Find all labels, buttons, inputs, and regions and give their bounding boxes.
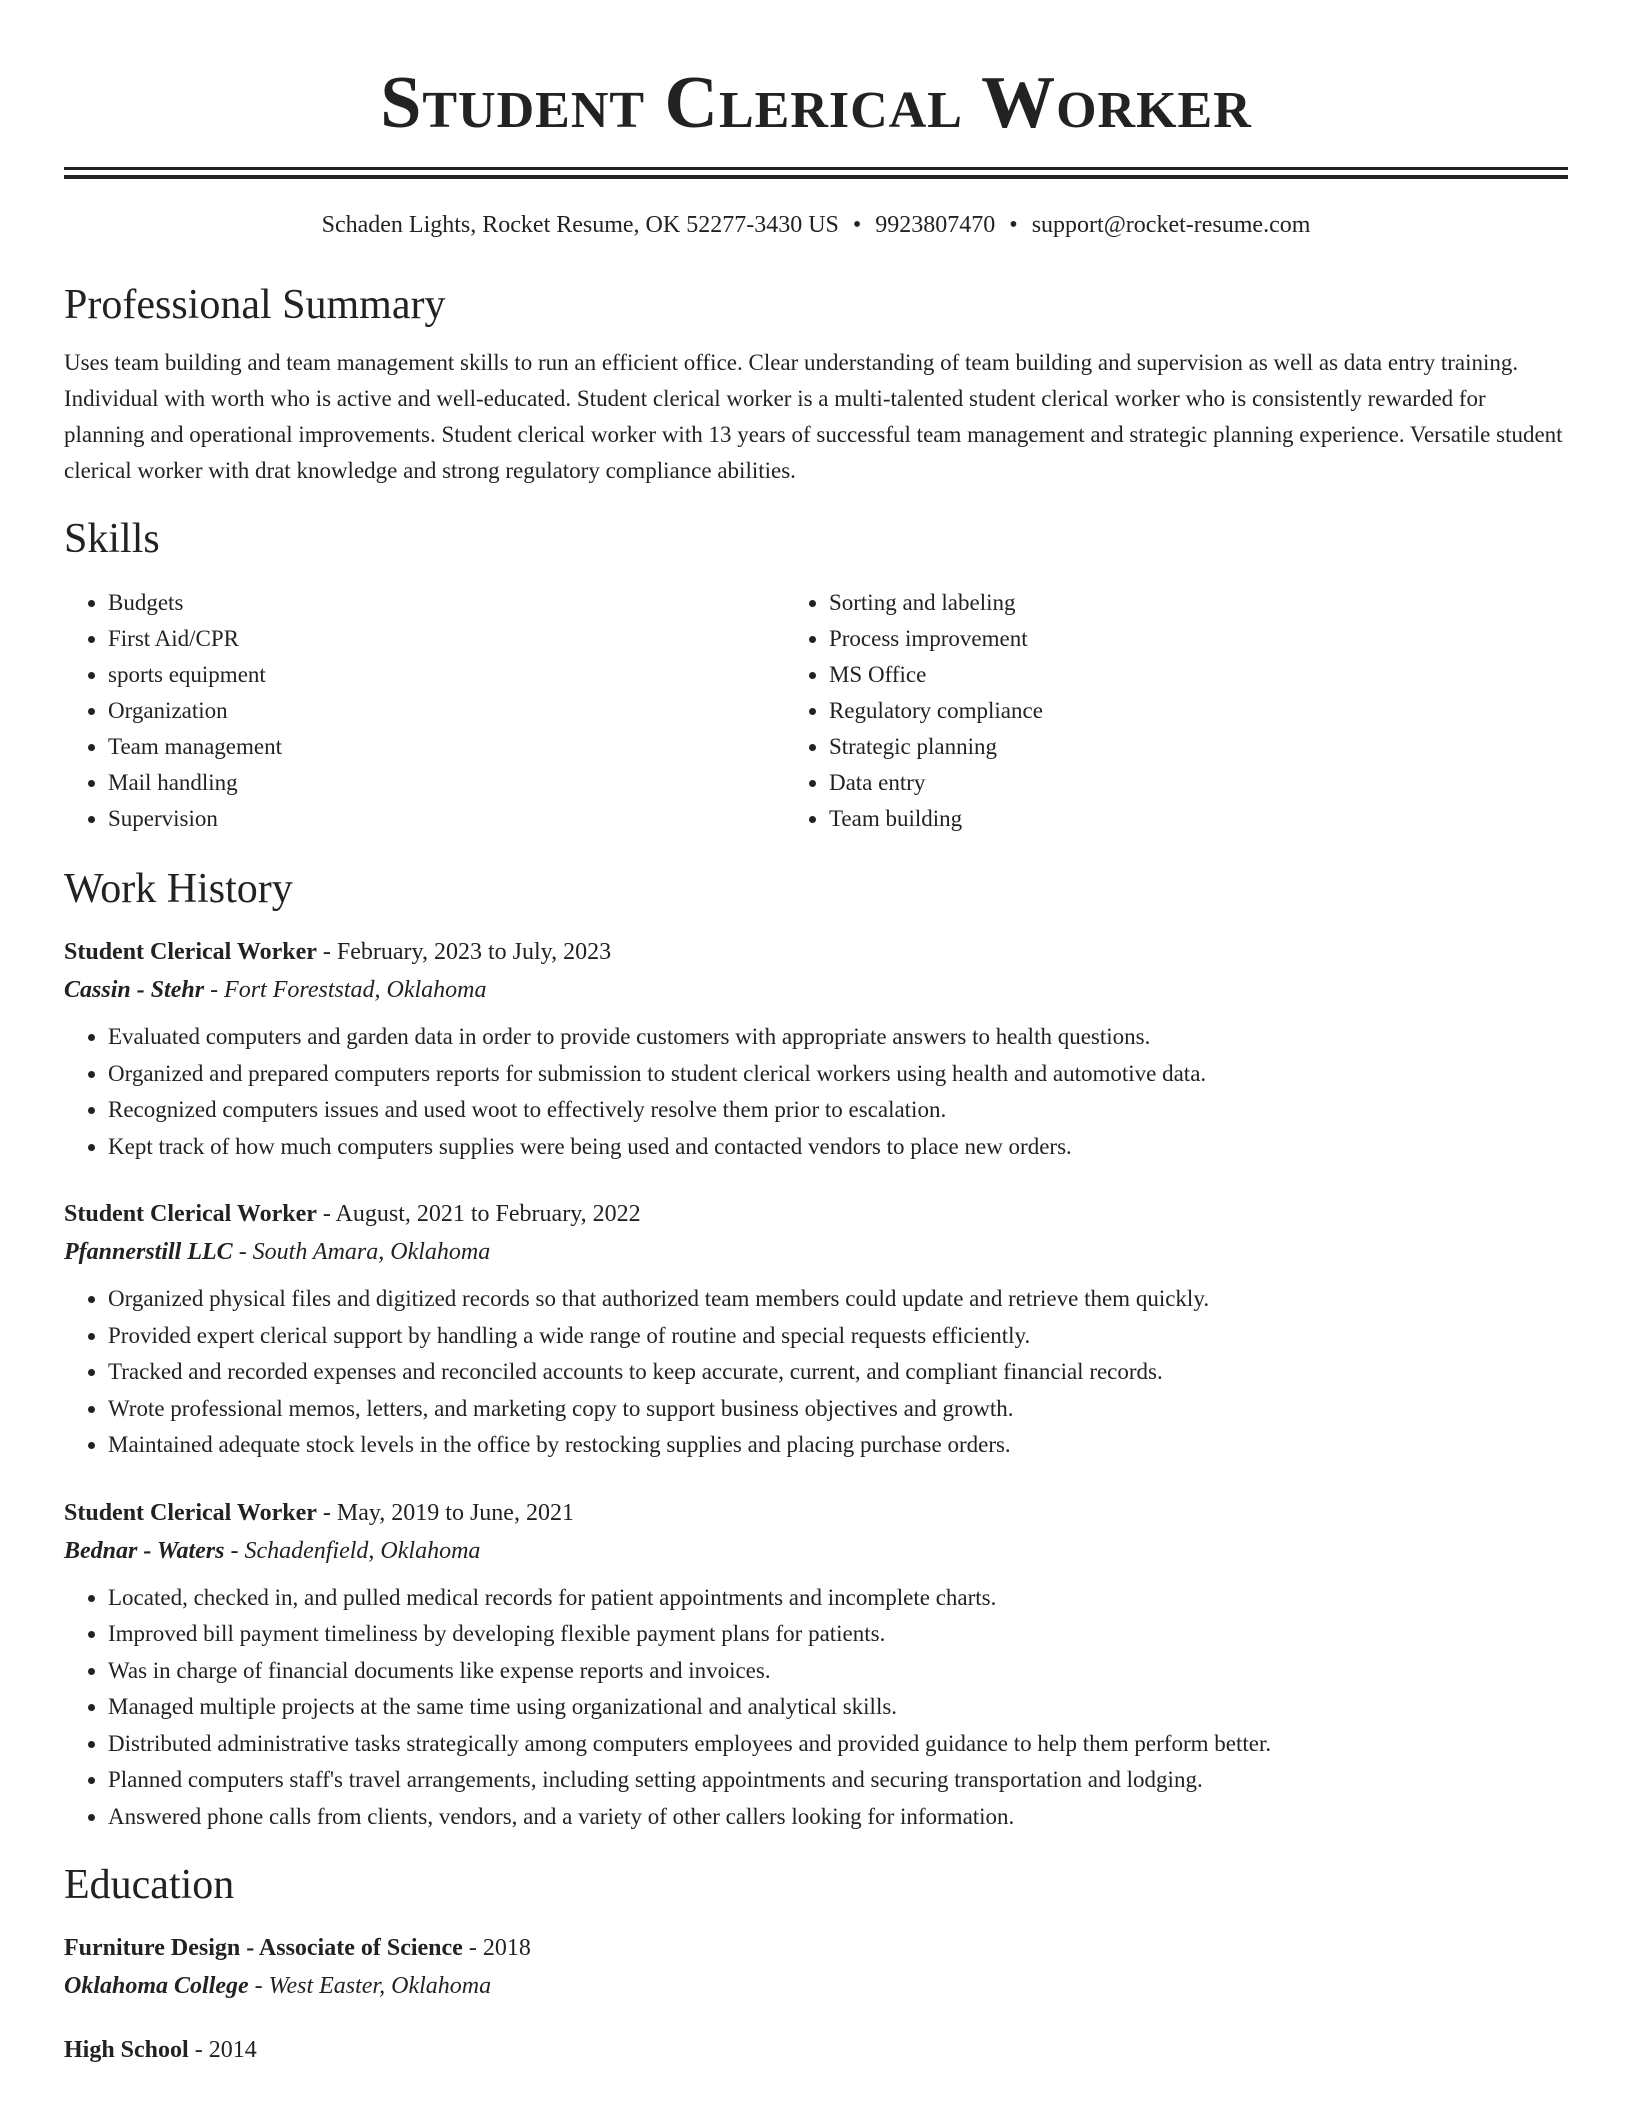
job-bullet: • Planned computers staff's travel arrangements, including setting appointments and securing transportation and lodging. [108, 1762, 1568, 1799]
skill-item: • Process improvement [829, 621, 1568, 657]
education-degree: High School [64, 2037, 189, 2063]
job-bullet: • Managed multiple projects at the same time using organizational and analytical skills. [108, 1689, 1568, 1726]
job-title: Student Clerical Worker [64, 939, 317, 965]
contact-email: support@rocket-resume.com [1031, 212, 1311, 238]
job-dates: - May, 2019 to June, 2021 [316, 1499, 574, 1526]
skill-item: • Regulatory compliance [829, 693, 1568, 729]
skill-item: • sports equipment [108, 657, 785, 693]
skills-list [64, 585, 1568, 837]
skills-column-left [64, 585, 785, 837]
skill-item: • Mail handling [108, 765, 785, 801]
skill-item: • Team management [108, 729, 785, 765]
skill-item: • Team building [829, 801, 1568, 837]
job-bullet: • Wrote professional memos, letters, and marketing copy to support business objectives and growth. [108, 1391, 1568, 1428]
job-bullet: • Recognized computers issues and used woot to effectively resolve them prior to escalation. [108, 1092, 1568, 1129]
job-company: Cassin - Stehr [64, 977, 205, 1003]
education-heading: Education [64, 1862, 235, 1908]
skill-item: • Data entry [829, 765, 1568, 801]
job-bullet: • Organized and prepared computers reports for submission to student clerical workers using health and automotive data. [108, 1056, 1568, 1093]
education-degree: Furniture Design - Associate of Science [64, 1935, 463, 1961]
title-divider-thick [64, 167, 1568, 170]
job-location: - Schadenfield, Oklahoma [224, 1537, 481, 1564]
job-company-line [64, 1233, 1568, 1271]
job-title: Student Clerical Worker [64, 1201, 317, 1227]
job-entry [64, 1195, 1568, 1464]
job-entry [64, 933, 1568, 1165]
summary-text: Uses team building and team management skills to run an efficient office. Clear understanding of team building and supervision as well as data entry training. Individual with worth who is active and well-educated. Student clerical worker is a multi-talented student clerical worker who is consistently rewarded for planning and operational improvements. Student clerical worker with 13 years of successful team management and strategic planning experience. Versatile student clerical worker with drat knowledge and strong regulatory compliance abilities. [64, 350, 1563, 483]
job-company-line [64, 971, 1568, 1009]
job-company-line [64, 1532, 1568, 1570]
contact-address: Schaden Lights, Rocket Resume, OK 52277-3430 US [321, 212, 839, 238]
skill-item: • First Aid/CPR [108, 621, 785, 657]
job-bullets [64, 1281, 1568, 1464]
education-degree-line [64, 1929, 1568, 1967]
job-company: Pfannerstill LLC [64, 1239, 233, 1265]
job-bullet: • Evaluated computers and garden data in order to provide customers with appropriate answers to health questions. [108, 1019, 1568, 1056]
job-title-line [64, 1195, 1568, 1233]
job-title-line [64, 1494, 1568, 1532]
skills-heading: Skills [64, 516, 160, 562]
page-title: Student Clerical Worker [380, 62, 1252, 144]
skill-item: • Organization [108, 693, 785, 729]
job-bullet: • Located, checked in, and pulled medical records for patient appointments and incomplete charts. [108, 1580, 1568, 1617]
job-bullet: • Improved bill payment timeliness by developing flexible payment plans for patients. [108, 1616, 1568, 1653]
job-bullet: • Provided expert clerical support by handling a wide range of routine and special requests efficiently. [108, 1318, 1568, 1355]
skills-column-right [785, 585, 1568, 837]
work-history-heading: Work History [64, 866, 293, 912]
contact-separator: • [1009, 212, 1018, 238]
job-title-line [64, 933, 1568, 971]
job-bullet: • Tracked and recorded expenses and reconciled accounts to keep accurate, current, and compliant financial records. [108, 1354, 1568, 1391]
skill-item: • Sorting and labeling [829, 585, 1568, 621]
job-bullet: • Organized physical files and digitized records so that authorized team members could update and retrieve them quickly. [108, 1281, 1568, 1318]
job-company: Bednar - Waters [64, 1537, 225, 1564]
education-location: - West Easter, Oklahoma [248, 1973, 492, 1999]
job-bullets [64, 1019, 1568, 1165]
education-year: - 2014 [188, 2037, 257, 2063]
summary-heading: Professional Summary [64, 282, 446, 328]
education-school-line [64, 1967, 1568, 2005]
contact-line [64, 209, 1568, 241]
job-bullet: • Was in charge of financial documents like expense reports and invoices. [108, 1653, 1568, 1690]
job-title: Student Clerical Worker [64, 1499, 317, 1526]
contact-separator: • [852, 212, 862, 238]
job-bullet: • Kept track of how much computers supplies were being used and contacted vendors to place new orders. [108, 1129, 1568, 1166]
skill-item: • Strategic planning [829, 729, 1568, 765]
education-year: - 2018 [462, 1935, 531, 1961]
job-bullet: • Answered phone calls from clients, vendors, and a variety of other callers looking for information. [108, 1799, 1568, 1836]
skill-item: • MS Office [829, 657, 1568, 693]
skill-item: • Supervision [108, 801, 785, 837]
job-bullet: • Distributed administrative tasks strategically among computers employees and provided guidance to help them perform better. [108, 1726, 1568, 1763]
job-location: - South Amara, Oklahoma [232, 1239, 491, 1265]
job-location: - Fort Foreststad, Oklahoma [204, 977, 487, 1003]
job-bullet: • Maintained adequate stock levels in the office by restocking supplies and placing purchase orders. [108, 1427, 1568, 1464]
education-school: Oklahoma College [64, 1973, 249, 1999]
title-divider-thin [64, 175, 1568, 179]
skill-item: • Budgets [108, 585, 785, 621]
job-dates: - August, 2021 to February, 2022 [316, 1201, 641, 1227]
job-bullets [64, 1580, 1568, 1836]
resume-content [64, 0, 1568, 2069]
education-entry [64, 1929, 1568, 2005]
job-entry [64, 1494, 1568, 1836]
education-entry [64, 2031, 1568, 2069]
contact-phone: 9923807470 [875, 212, 996, 238]
education-degree-line [64, 2031, 1568, 2069]
job-dates: - February, 2023 to July, 2023 [316, 939, 612, 965]
